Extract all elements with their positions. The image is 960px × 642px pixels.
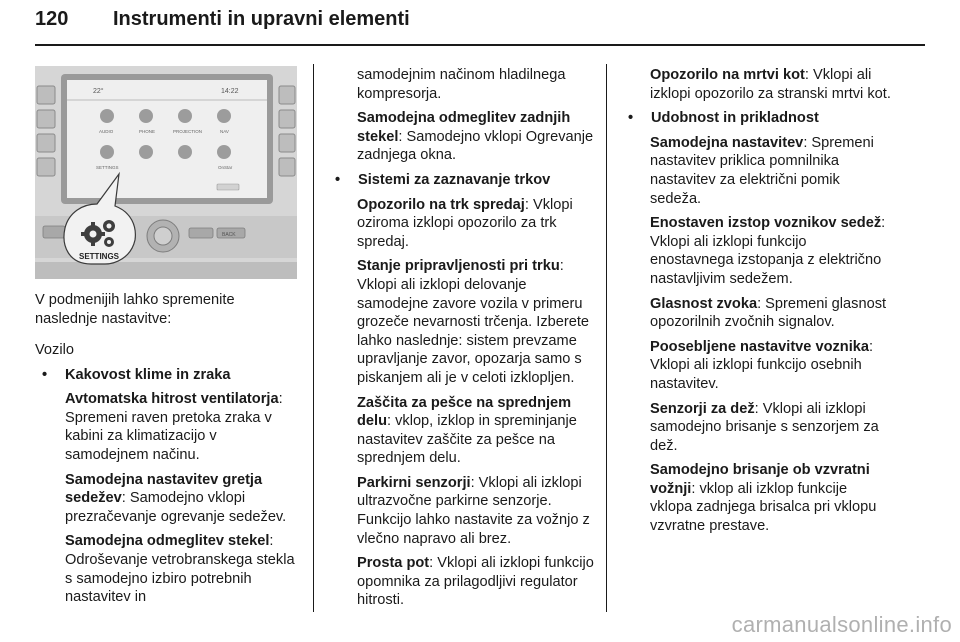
- app-label-projection: PROJECTION: [173, 129, 203, 134]
- bullet-heading: • Kakovost klime in zraka: [35, 366, 300, 385]
- setting-term: Opozorilo na mrtvi kot: [650, 67, 805, 83]
- setting-term: Samodejno brisanje ob vzvratni vožnji: [650, 462, 870, 497]
- callout-settings-label: SETTINGS: [79, 252, 120, 261]
- column-divider: [606, 64, 607, 612]
- app-label-audio: AUDIO: [99, 129, 114, 134]
- infotainment-drawing: [35, 66, 297, 279]
- setting-desc: : Spremeni glasnost opozorilnih zvočnih signalov.: [650, 295, 887, 331]
- app-label-settings: SETTINGS: [96, 165, 119, 170]
- setting-desc: : Vklopi ali izklopi funkcijo enostavnega izstopanja z električno nastavljivim sedežem.: [650, 215, 886, 287]
- setting-desc: : vklop ali izklop funkcije vklopa zadnjega brisalca pri vklopu vzvratne prestave.: [650, 480, 877, 535]
- setting-term: Parkirni senzorji: [357, 474, 471, 491]
- screen-time: 14:22: [221, 88, 239, 95]
- setting-desc: : Vklopi ali izklopi samodejno brisanje s senzorjem za dež.: [650, 400, 879, 454]
- column-2: [328, 66, 596, 616]
- setting-term: Prosta pot: [357, 555, 430, 572]
- setting-term: Stanje pripravljenosti pri trku: [357, 258, 560, 275]
- page-header: [35, 8, 410, 31]
- setting-term: Avtomatska hitrost ventilatorja: [65, 391, 279, 408]
- setting-entry: [328, 474, 596, 548]
- setting-entry: [621, 134, 891, 208]
- column-1: [35, 341, 300, 613]
- setting-entry: [621, 400, 891, 456]
- setting-entry: [621, 66, 891, 103]
- setting-entry: [328, 196, 596, 252]
- infotainment-illustration: [35, 66, 297, 279]
- app-label-onstar: OnStar: [218, 165, 233, 170]
- setting-entry: [621, 338, 891, 394]
- setting-desc: : Vklopi ali izklopi opozorilo za stranski mrtvi kot.: [650, 67, 891, 102]
- setting-desc: : Vklopi ali izklopi ultrazvočne parkirne senzorje. Funkcijo lahko nastavite za vožnjo z vlečno napravo ali brez.: [357, 474, 590, 547]
- bullet-heading: • Udobnost in prikladnost: [621, 109, 891, 128]
- setting-desc: : Samodejno vklopi prezračevanje ogrevanje sedežev.: [65, 490, 287, 525]
- app-label-phone: PHONE: [139, 129, 156, 134]
- setting-entry: [328, 554, 596, 610]
- setting-term: Samodejna nastavitev gretja sedežev: [65, 471, 263, 507]
- setting-desc: : Vklopi oziroma izklopi opozorilo za trk spredaj.: [357, 196, 573, 250]
- setting-entry-continued: samodejnim načinom hladilnega kompresorja.: [357, 67, 566, 102]
- column-3: [621, 66, 891, 542]
- setting-term: Opozorilo na trk spredaj: [357, 196, 525, 213]
- setting-term: Samodejna odmeglitev zadnjih stekel: [357, 110, 571, 145]
- setting-term: Enostaven izstop voznikov sedež: [650, 215, 882, 232]
- setting-term: Glasnost zvoka: [650, 295, 758, 312]
- setting-term: Zaščita za pešce na sprednjem delu: [357, 394, 572, 430]
- setting-desc: : vklop, izklop in spreminjanje nastavitev zaščite za pešce na sprednjem delu.: [357, 413, 577, 467]
- watermark-text: carmanualsonline.info: [731, 612, 952, 637]
- figure-caption: V podmenijih lahko spremenite naslednje nastavitve:: [35, 292, 235, 327]
- setting-entry: [328, 109, 596, 165]
- setting-entry: [621, 461, 891, 535]
- bullet-heading: • Sistemi za zaznavanje trkov: [328, 171, 596, 190]
- setting-entry: [35, 390, 300, 464]
- setting-term: Senzorji za dež: [650, 400, 755, 417]
- setting-desc: : Vklopi ali izklopi funkcijo opomnika za prilagodljivi regulator hitrosti.: [357, 555, 594, 609]
- header-rule: [35, 44, 925, 46]
- setting-entry: [621, 214, 891, 288]
- back-button-label: BACK: [222, 232, 236, 238]
- setting-entry: [35, 532, 300, 606]
- setting-desc: : Spremeni nastavitev priklica pomnilnika nastavitev za električni pomik sedeža.: [650, 134, 874, 207]
- group-heading: Vozilo: [35, 342, 74, 358]
- setting-entry: [328, 394, 596, 468]
- setting-desc: : Odroševanje vetrobranskega stekla s samodejno izbiro potrebnih nastavitev in: [65, 533, 295, 606]
- setting-desc: : Vklopi ali izklopi delovanje samodejne zavore vozila v primeru grozeče nevarnosti trčenja. Izberete lahko naslednje: sistem prevzame upravljanje zavor, opozarja samo s piskanjem ali je v celoti izklopljen.: [357, 258, 590, 386]
- setting-term: Samodejna odmeglitev stekel: [65, 533, 270, 550]
- setting-term: Samodejna nastavitev: [650, 134, 804, 151]
- setting-desc: : Spremeni raven pretoka zraka v kabini za klimatizacijo v samodejnem načinu.: [65, 391, 283, 463]
- setting-entry: [35, 471, 300, 527]
- screen-temperature: 22°: [93, 88, 104, 95]
- setting-entry: [328, 257, 596, 387]
- chapter-title: Instrumenti in upravni elementi: [113, 8, 410, 30]
- setting-entry: [621, 295, 891, 332]
- app-label-nav: NAV: [220, 129, 229, 134]
- setting-desc: : Samodejno vklopi Ogrevanje zadnjega okna.: [357, 128, 594, 164]
- setting-term: Poosebljene nastavitve voznika: [650, 338, 869, 355]
- page-number: 120: [35, 8, 69, 30]
- column-divider: [313, 64, 314, 612]
- setting-desc: : Vklopi ali izklopi funkcijo osebnih nastavitev.: [650, 338, 874, 392]
